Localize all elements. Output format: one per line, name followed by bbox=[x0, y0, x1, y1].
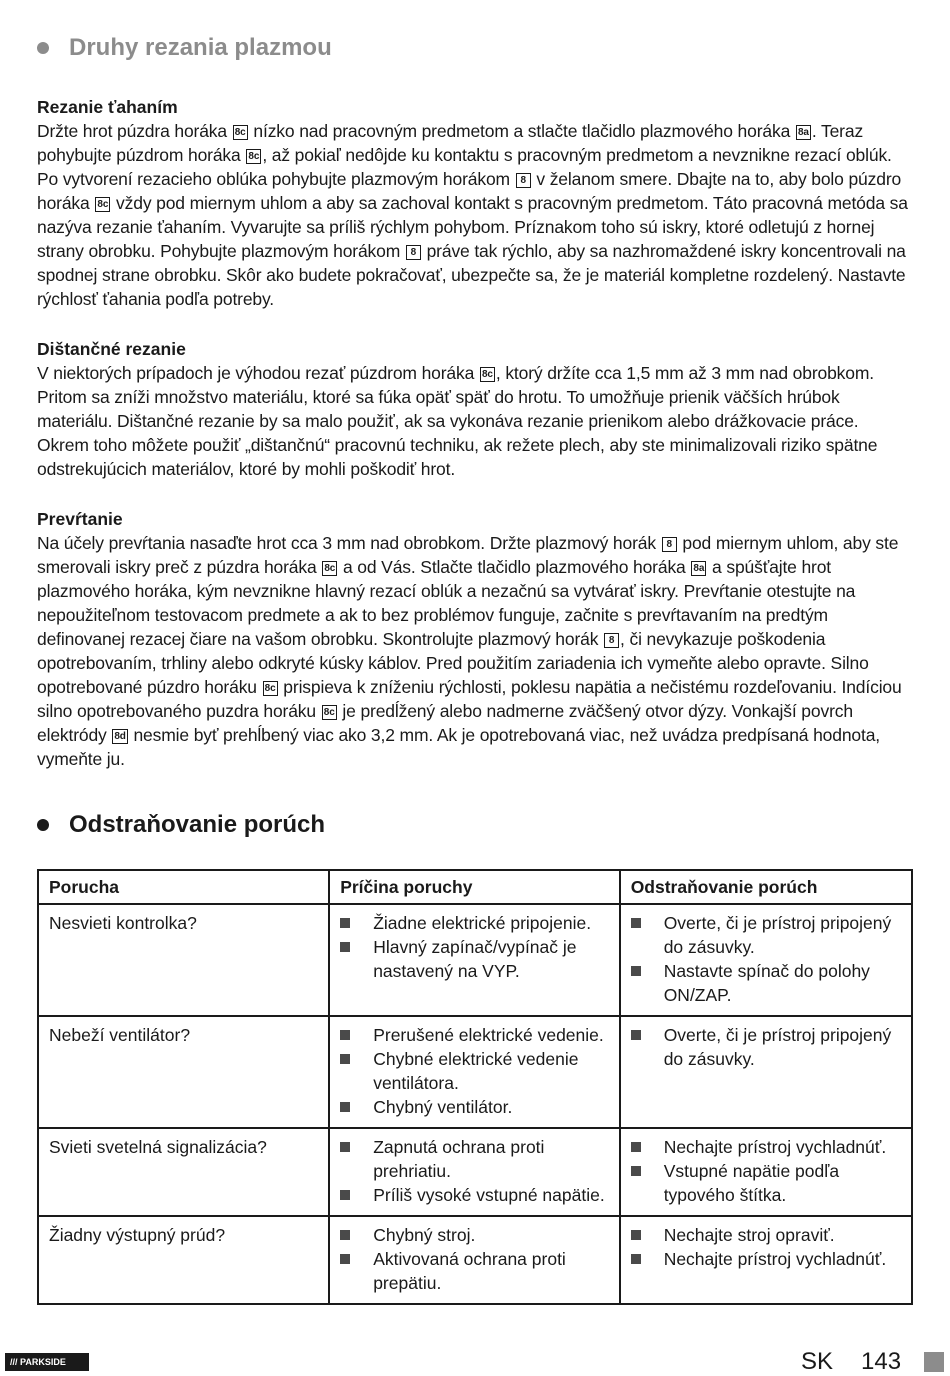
cause-item bbox=[340, 935, 608, 983]
cause-cell bbox=[329, 1016, 619, 1128]
cause-item-text: Prerušené elektrické vedenie. bbox=[373, 1025, 604, 1045]
bullet-dot-icon bbox=[37, 42, 49, 54]
footer-language: SK bbox=[801, 1348, 834, 1375]
square-bullet-icon bbox=[340, 918, 350, 928]
cause-item bbox=[340, 1135, 608, 1183]
parkside-logo: /// PARKSIDE bbox=[5, 1353, 89, 1371]
square-bullet-icon bbox=[340, 1254, 350, 1264]
text-run: nízko nad pracovným predmetom a stlačte tlačidlo plazmového horáka bbox=[248, 121, 795, 141]
fix-item-text: Nastavte spínač do polohy ON/ZAP. bbox=[663, 961, 870, 1005]
section-title: Prevŕtanie bbox=[37, 509, 123, 529]
part-ref-badge: 8c bbox=[480, 367, 495, 382]
bullet-list bbox=[340, 1023, 608, 1119]
section-body bbox=[37, 119, 913, 311]
text-run: Na účely prevŕtania nasaďte hrot cca 3 mm nad obrobkom. Držte plazmový horák bbox=[37, 533, 661, 553]
square-bullet-icon bbox=[631, 918, 641, 928]
section-body bbox=[37, 361, 913, 481]
fault-cell: Nesvieti kontrolka? bbox=[38, 904, 329, 1016]
footer-marker-square bbox=[924, 1352, 944, 1372]
fault-cell: Žiadny výstupný prúd? bbox=[38, 1216, 329, 1304]
text-run: je predĺžený alebo nadmerne zväčšený otvor dýzy. Vonkajší povrch elektródy bbox=[37, 701, 853, 745]
heading-cut-types-text: Druhy rezania plazmou bbox=[69, 34, 332, 61]
fix-item bbox=[631, 1159, 901, 1207]
section-title: Rezanie ťahaním bbox=[37, 97, 178, 117]
part-ref-badge: 8c bbox=[322, 561, 337, 576]
bullet-list bbox=[631, 1023, 901, 1071]
text-run: , či nevykazuje poškodenia opotrebovaním, trhliny alebo odkryté kúsky káblov. Pred použitím zariadenia ich vymeňte alebo opravte. Silno opotrebované púzdro horáku bbox=[37, 629, 869, 697]
fix-item bbox=[631, 1135, 901, 1159]
troubleshooting-table bbox=[37, 869, 913, 1305]
bullet-list bbox=[340, 1135, 608, 1207]
fix-item-text: Nechajte prístroj vychladnúť. bbox=[663, 1137, 887, 1157]
bullet-list bbox=[340, 911, 608, 983]
heading-cut-types bbox=[37, 34, 913, 62]
bullet-list bbox=[631, 1135, 901, 1207]
fix-item bbox=[631, 1023, 901, 1071]
square-bullet-icon bbox=[340, 942, 350, 952]
fix-item-text: Nechajte stroj opraviť. bbox=[663, 1225, 835, 1245]
cause-item-text: Žiadne elektrické pripojenie. bbox=[373, 913, 592, 933]
text-run: a spúšťajte hrot plazmového horáka, kým nevznikne hlavný rezací oblúk a nezačnú sa vytvárať iskry. Prevŕtanie otestujte na nepoužiteľnom testovacom predmete a ak to bez problémov funguje, začnite s prevŕtavaním na predtým definovanej rezacej čiare na vašom obrobku. Skontrolujte plazmový horák bbox=[37, 557, 856, 649]
header-cause: Príčina poruchy bbox=[329, 870, 619, 904]
bullet-dot-icon bbox=[37, 819, 49, 831]
text-run: pod miernym uhlom, aby ste smerovali iskry preč z púzdra horáka bbox=[37, 533, 899, 577]
part-ref-badge: 8c bbox=[322, 705, 337, 720]
part-ref-badge: 8 bbox=[604, 633, 619, 648]
text-run: , ktorý držíte cca 1,5 mm až 3 mm nad obrobkom. Pritom sa zníži množstvo materiálu, ktoré sa fúka opäť späť do hrotu. To umožňuje prienik väčších hrúbok materiálu. Dištančné rezanie by sa malo použiť, ak sa vykonáva rezanie prienikom alebo drážkovacie práce. Okrem toho môžete použiť „dištančnú“ pracovnú techniku, ak režete plech, aby ste minimalizovali riziko spätne odstrekujúcich materiálov, ktoré by mohli poškodiť hrot. bbox=[37, 363, 878, 479]
square-bullet-icon bbox=[340, 1054, 350, 1064]
heading-troubleshooting-text: Odstraňovanie porúch bbox=[69, 811, 326, 838]
part-ref-badge: 8a bbox=[691, 561, 706, 576]
square-bullet-icon bbox=[340, 1190, 350, 1200]
text-run: v želanom smere. Dbajte na to, aby bolo púzdro horáka bbox=[37, 169, 902, 213]
cause-cell bbox=[329, 1128, 619, 1216]
text-run: . Teraz pohybujte púzdrom horáka bbox=[37, 121, 864, 165]
cause-cell bbox=[329, 1216, 619, 1304]
fix-item-text: Nechajte prístroj vychladnúť. bbox=[663, 1249, 887, 1269]
cause-item bbox=[340, 1047, 608, 1095]
part-ref-badge: 8c bbox=[246, 149, 261, 164]
bullet-list bbox=[631, 911, 901, 1007]
section-title: Dištančné rezanie bbox=[37, 339, 186, 359]
cause-item-text: Príliš vysoké vstupné napätie. bbox=[373, 1185, 605, 1205]
part-ref-badge: 8 bbox=[406, 245, 421, 260]
part-ref-badge: 8c bbox=[263, 681, 278, 696]
fix-cell bbox=[620, 1016, 912, 1128]
section-drag-cutting bbox=[37, 95, 913, 311]
cause-item bbox=[340, 1247, 608, 1295]
fault-cell: Svieti svetelná signalizácia? bbox=[38, 1128, 329, 1216]
text-run: prispieva k zníženiu rýchlosti, poklesu napätia a nečistému rozdeľovaniu. Indíciou silno opotrebovaného puzdra horáku bbox=[37, 677, 902, 721]
bullet-list bbox=[631, 1223, 901, 1271]
cause-item-text: Chybný stroj. bbox=[373, 1225, 476, 1245]
table-row bbox=[38, 1216, 912, 1304]
fix-item bbox=[631, 911, 901, 959]
square-bullet-icon bbox=[631, 1254, 641, 1264]
cause-item bbox=[340, 1183, 608, 1207]
cause-item bbox=[340, 1095, 608, 1119]
part-ref-badge: 8c bbox=[95, 197, 110, 212]
table-row bbox=[38, 1128, 912, 1216]
cause-cell bbox=[329, 904, 619, 1016]
fix-item-text: Vstupné napätie podľa typového štítka. bbox=[663, 1161, 840, 1205]
fix-item bbox=[631, 1223, 901, 1247]
text-run: a od Vás. Stlačte tlačidlo plazmového horáka bbox=[338, 557, 691, 577]
fix-item bbox=[631, 959, 901, 1007]
text-run: , až pokiaľ nedôjde ku kontaktu s pracovným predmetom a nevznikne rezací oblúk. Po vytvorení rezacieho oblúka pohybujte plazmovým horákom bbox=[37, 145, 892, 189]
text-run: nesmie byť prehĺbený viac ako 3,2 mm. Ak je opotrebovaná viac, než uvádza predpísaná hodnota, vymeňte ju. bbox=[37, 725, 881, 769]
square-bullet-icon bbox=[340, 1030, 350, 1040]
fix-item-text: Overte, či je prístroj pripojený do zásuvky. bbox=[663, 913, 892, 957]
cause-item-text: Chybný ventilátor. bbox=[373, 1097, 513, 1117]
cause-item-text: Zapnutá ochrana proti prehriatiu. bbox=[373, 1137, 545, 1181]
square-bullet-icon bbox=[631, 1166, 641, 1176]
fix-cell bbox=[620, 904, 912, 1016]
fix-item-text: Overte, či je prístroj pripojený do zásuvky. bbox=[663, 1025, 892, 1069]
square-bullet-icon bbox=[340, 1142, 350, 1152]
cause-item bbox=[340, 911, 608, 935]
part-ref-badge: 8 bbox=[662, 537, 677, 552]
part-ref-badge: 8 bbox=[516, 173, 531, 188]
text-run: Držte hrot púzdra horáka bbox=[37, 121, 232, 141]
section-piercing bbox=[37, 507, 913, 771]
text-run: vždy pod miernym uhlom a aby sa zachoval kontakt s pracovným predmetom. Táto pracovná metóda sa nazýva rezanie ťahaním. Vyvarujte sa príliš rýchlym pohybom. Príznakom toho sú iskry, ktoré odletujú z hornej strany obrobku. Pohybujte plazmovým horákom bbox=[37, 193, 908, 261]
cause-item-text: Aktivovaná ochrana proti prepätiu. bbox=[373, 1249, 566, 1293]
table-row bbox=[38, 1016, 912, 1128]
table-body bbox=[38, 904, 912, 1304]
part-ref-badge: 8c bbox=[233, 125, 248, 140]
cause-item-text: Hlavný zapínač/vypínač je nastavený na VYP. bbox=[373, 937, 577, 981]
page-number: 143 bbox=[861, 1348, 902, 1375]
header-fault: Porucha bbox=[38, 870, 329, 904]
square-bullet-icon bbox=[631, 966, 641, 976]
part-ref-badge: 8a bbox=[796, 125, 811, 140]
cause-item-text: Chybné elektrické vedenie ventilátora. bbox=[373, 1049, 579, 1093]
table-row bbox=[38, 904, 912, 1016]
fix-item bbox=[631, 1247, 901, 1271]
text-run: V niektorých prípadoch je výhodou rezať púzdrom horáka bbox=[37, 363, 479, 383]
square-bullet-icon bbox=[340, 1102, 350, 1112]
fault-cell: Nebeží ventilátor? bbox=[38, 1016, 329, 1128]
part-ref-badge: 8d bbox=[114, 731, 126, 742]
heading-troubleshooting bbox=[37, 811, 913, 839]
section-distance-cutting bbox=[37, 337, 913, 481]
text-run: práve tak rýchlo, aby sa nazhromaždené iskry koncentrovali na spodnej strane obrobku. Skôr ako budete pokračovať, ubezpečte sa, že je materiál kompletne rozdelený. Nastavte rýchlosť ťahania podľa potreby. bbox=[37, 241, 906, 309]
page-content bbox=[37, 34, 913, 1305]
square-bullet-icon bbox=[631, 1030, 641, 1040]
table-header-row bbox=[38, 870, 912, 904]
fix-cell bbox=[620, 1216, 912, 1304]
bullet-list bbox=[340, 1223, 608, 1295]
square-bullet-icon bbox=[340, 1230, 350, 1240]
cause-item bbox=[340, 1223, 608, 1247]
square-bullet-icon bbox=[631, 1142, 641, 1152]
square-bullet-icon bbox=[631, 1230, 641, 1240]
cause-item bbox=[340, 1023, 608, 1047]
fix-cell bbox=[620, 1128, 912, 1216]
section-body bbox=[37, 531, 913, 771]
header-fix: Odstraňovanie porúch bbox=[620, 870, 912, 904]
